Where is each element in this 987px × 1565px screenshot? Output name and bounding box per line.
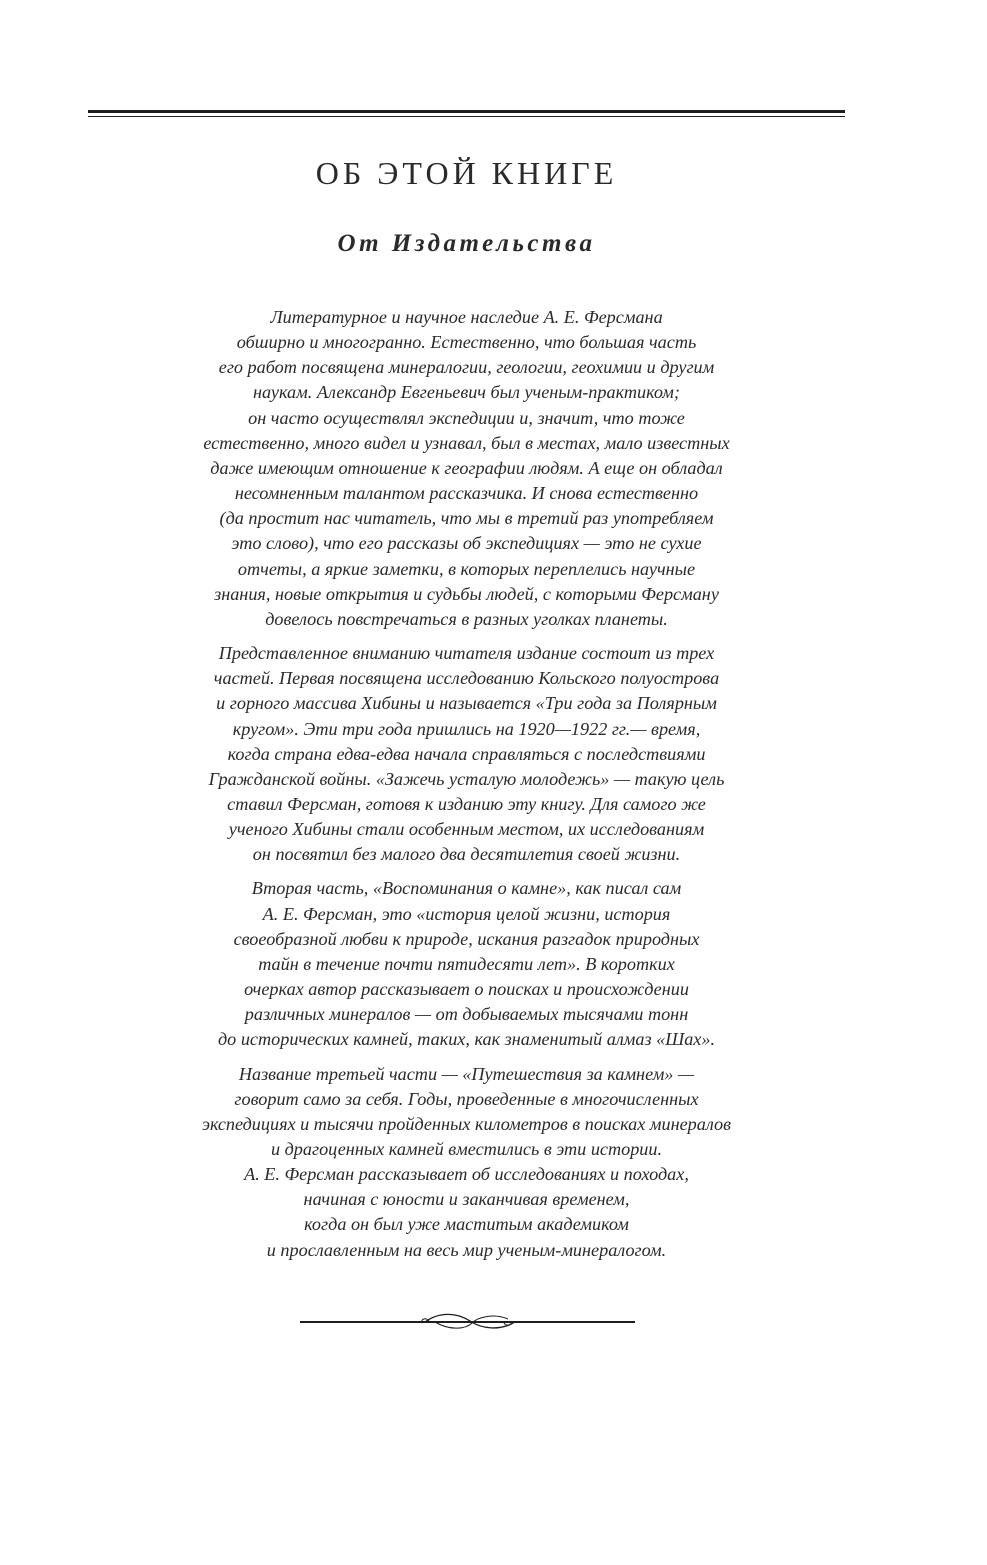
paragraph-1 bbox=[100, 305, 833, 632]
top-rule-thin bbox=[88, 116, 845, 117]
text-line: это слово), что его рассказы об экспедициях — это не сухие bbox=[231, 533, 702, 554]
text-line: и прославленным на весь мир ученым-минералогом. bbox=[266, 1239, 667, 1260]
page-title: ОБ ЭТОЙ КНИГЕ bbox=[315, 155, 618, 191]
text-line: своеобразной любви к природе, искания разгадок природных bbox=[233, 928, 700, 949]
top-rule-thick bbox=[88, 110, 845, 113]
paragraph-2 bbox=[100, 641, 833, 867]
text-line: несомненным талантом рассказчика. И снова естественно bbox=[234, 483, 699, 504]
text-line: даже имеющим отношение к географии людям. А еще он обладал bbox=[210, 457, 723, 478]
text-line: он часто осуществлял экспедиции и, значит, что тоже bbox=[248, 407, 685, 428]
page-subtitle: От Издательства bbox=[337, 230, 596, 257]
paragraph-3 bbox=[100, 876, 833, 1052]
text-line: начиная с юности и заканчивая временем, bbox=[303, 1189, 630, 1210]
text-line: Гражданской войны. «Зажечь усталую молодежь» — такую цель bbox=[208, 768, 725, 789]
text-line: говорит само за себя. Годы, проведенные в многочисленных bbox=[234, 1088, 699, 1109]
text-line: тайн в течение почти пятидесяти лет». В коротких bbox=[258, 953, 675, 974]
text-line: А. Е. Ферсман, это «история целой жизни, история bbox=[262, 903, 671, 924]
text-line: когда он был уже маститым академиком bbox=[304, 1214, 629, 1235]
text-line: кругом». Эти три года пришлись на 1920—1922 гг.— время, bbox=[232, 718, 701, 739]
text-line: (да простит нас читатель, что мы в третий раз употребляем bbox=[219, 508, 714, 529]
text-line: Представленное вниманию читателя издание состоит из трех bbox=[218, 643, 715, 664]
body-text bbox=[100, 305, 833, 1272]
text-line: ученого Хибины стали особенным местом, их исследованиям bbox=[228, 819, 705, 840]
text-line: Вторая часть, «Воспоминания о камне», как писал сам bbox=[251, 878, 682, 899]
text-line: знания, новые открытия и судьбы людей, с которыми Ферсману bbox=[214, 583, 719, 604]
text-line: частей. Первая посвящена исследованию Кольского полуострова bbox=[213, 668, 720, 689]
text-line: ставил Ферсман, готовя к изданию эту книгу. Для самого же bbox=[227, 793, 706, 814]
text-line: естественно, много видел и узнавал, был в местах, мало известных bbox=[203, 432, 730, 453]
text-line: до исторических камней, таких, как знаменитый алмаз «Шах». bbox=[217, 1029, 716, 1050]
text-line: отчеты, а яркие заметки, в которых переплелись научные bbox=[237, 558, 696, 579]
text-line: он посвятил без малого два десятилетия своей жизни. bbox=[252, 844, 681, 865]
text-line: экспедициях и тысячи пройденных километров в поисках минералов bbox=[201, 1113, 731, 1134]
text-line: очерках автор рассказывает о поисках и происхождении bbox=[244, 979, 689, 1000]
text-line: обширно и многогранно. Естественно, что большая часть bbox=[236, 332, 697, 353]
text-line: довелось повстречаться в разных уголках планеты. bbox=[265, 608, 668, 629]
text-line: Название третьей части — «Путешествия за камнем» — bbox=[238, 1063, 695, 1084]
text-line: различных минералов — от добываемых тысячами тонн bbox=[244, 1004, 689, 1025]
text-line: наукам. Александр Евгеньевич был ученым-практиком; bbox=[253, 382, 680, 403]
text-line: его работ посвящена минералогии, геологии, геохимии и другим bbox=[218, 357, 715, 378]
text-line: А. Е. Ферсман рассказывает об исследованиях и походах, bbox=[244, 1164, 689, 1185]
top-double-rule bbox=[88, 110, 845, 117]
text-line: и драгоценных камней вместились в эти истории. bbox=[270, 1139, 663, 1159]
text-line: когда страна едва-едва начала справляться с последствиями bbox=[227, 743, 706, 764]
text-line: Литературное и научное наследие А. Е. Ферсмана bbox=[270, 307, 663, 327]
paragraph-4 bbox=[100, 1062, 833, 1263]
flourish-divider-icon bbox=[300, 1307, 635, 1337]
text-line: и горного массива Хибины и называется «Три года за Полярным bbox=[216, 693, 717, 714]
